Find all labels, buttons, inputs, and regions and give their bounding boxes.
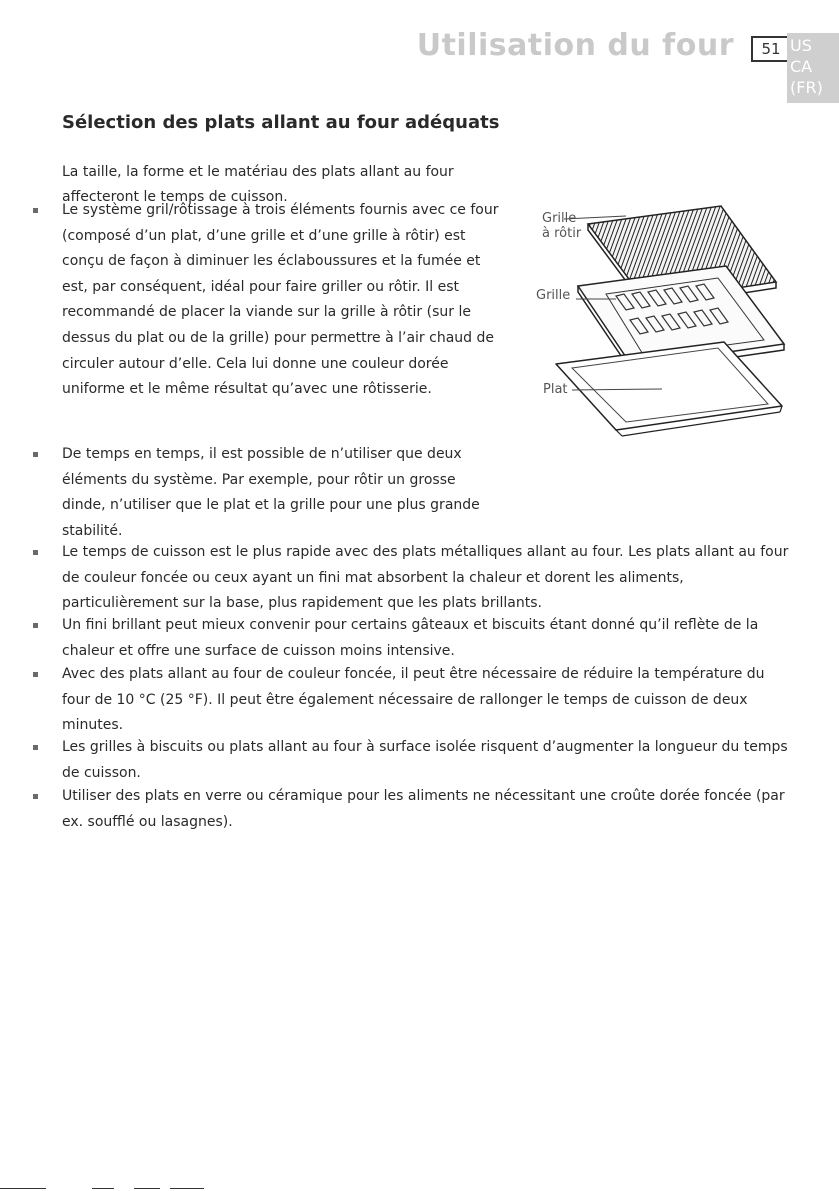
bullet-marker [33, 208, 38, 213]
bullet-marker [33, 452, 38, 457]
label-grill: Grille [536, 288, 571, 303]
section-title: Sélection des plats allant au four adéquats [62, 112, 500, 133]
bullet-marker [33, 550, 38, 555]
language-tab [787, 33, 839, 103]
list-item-text: Les grilles à biscuits ou plats allant au four à surface isolée risquent d’augmenter la longueur du temps de cuisson. [62, 739, 788, 781]
list-item-text: De temps en temps, il est possible de n’utiliser que deux éléments du système. Par exemple, pour rôtir un grosse dinde, n’utiliser que le plat et la grille pour une plus grande stabilité. [62, 446, 480, 539]
intro-paragraph: La taille, la forme et le matériau des plats allant au four affecteront le temps de cuisson. [62, 164, 454, 205]
list-item [62, 784, 792, 835]
lang-us: US [790, 36, 812, 55]
lang-ca: CA [790, 57, 813, 76]
list-item-text: Avec des plats allant au four de couleur foncée, il peut être nécessaire de réduire la température du four de 10 °C (25 °F). Il peut être également nécessaire de rallonger le temps de cuisson de deux minutes. [62, 666, 765, 734]
bullet-marker [33, 794, 38, 799]
bullet-marker [33, 623, 38, 628]
list-item [62, 662, 792, 739]
list-item [62, 735, 792, 786]
bullet-marker [33, 672, 38, 677]
plate-shape [556, 342, 782, 436]
lang-fr: (FR) [790, 78, 823, 97]
page-number: 51 [751, 36, 791, 62]
footer-scan-marks [0, 1185, 839, 1191]
list-item [62, 442, 502, 544]
header-title: Utilisation du four [416, 28, 734, 63]
footer-mark [0, 1188, 46, 1189]
list-item-text: Le système gril/rôtissage à trois éléments fournis avec ce four (composé d’un plat, d’une grille et d’une grille à rôtir) est conçu de façon à diminuer les éclaboussures et la fumée et est, par conséquent, idéal pour faire griller ou rôtir. Il est recommandé de placer la viande sur la grille à rôtir (sur le dessus du plat ou de la grille) pour permettre à l’air chaud de circuler autour d’elle. Cela lui donne une couleur dorée uniforme et le même résultat qu’avec une rôtisserie. [62, 202, 499, 398]
list-item-text: Utiliser des plats en verre ou céramique pour les aliments ne nécessitant une croûte dorée foncée (par ex. soufflé ou lasagnes). [62, 788, 785, 830]
list-item-text: Un fini brillant peut mieux convenir pour certains gâteaux et biscuits étant donné qu’il reflète de la chaleur et offre une surface de cuisson moins intensive. [62, 617, 759, 659]
label-roasting-rack [542, 211, 581, 241]
footer-mark [170, 1188, 204, 1189]
footer-mark [134, 1188, 160, 1189]
grill-system-diagram [536, 196, 786, 446]
list-item [62, 540, 792, 617]
label-roasting-rack-line1: Grille [542, 211, 577, 226]
bullet-marker [33, 745, 38, 750]
label-roasting-rack-line2: à rôtir [542, 226, 582, 241]
list-item [62, 198, 502, 403]
list-item [62, 613, 792, 664]
label-plate: Plat [543, 382, 568, 397]
list-item-text: Le temps de cuisson est le plus rapide avec des plats métalliques allant au four. Les plats allant au four de couleur foncée ou ceux ayant un fini mat absorbent la chaleur et dorent les aliments, particulièrement sur la base, plus rapidement que les plats brillants. [62, 544, 789, 612]
footer-mark [92, 1188, 114, 1189]
